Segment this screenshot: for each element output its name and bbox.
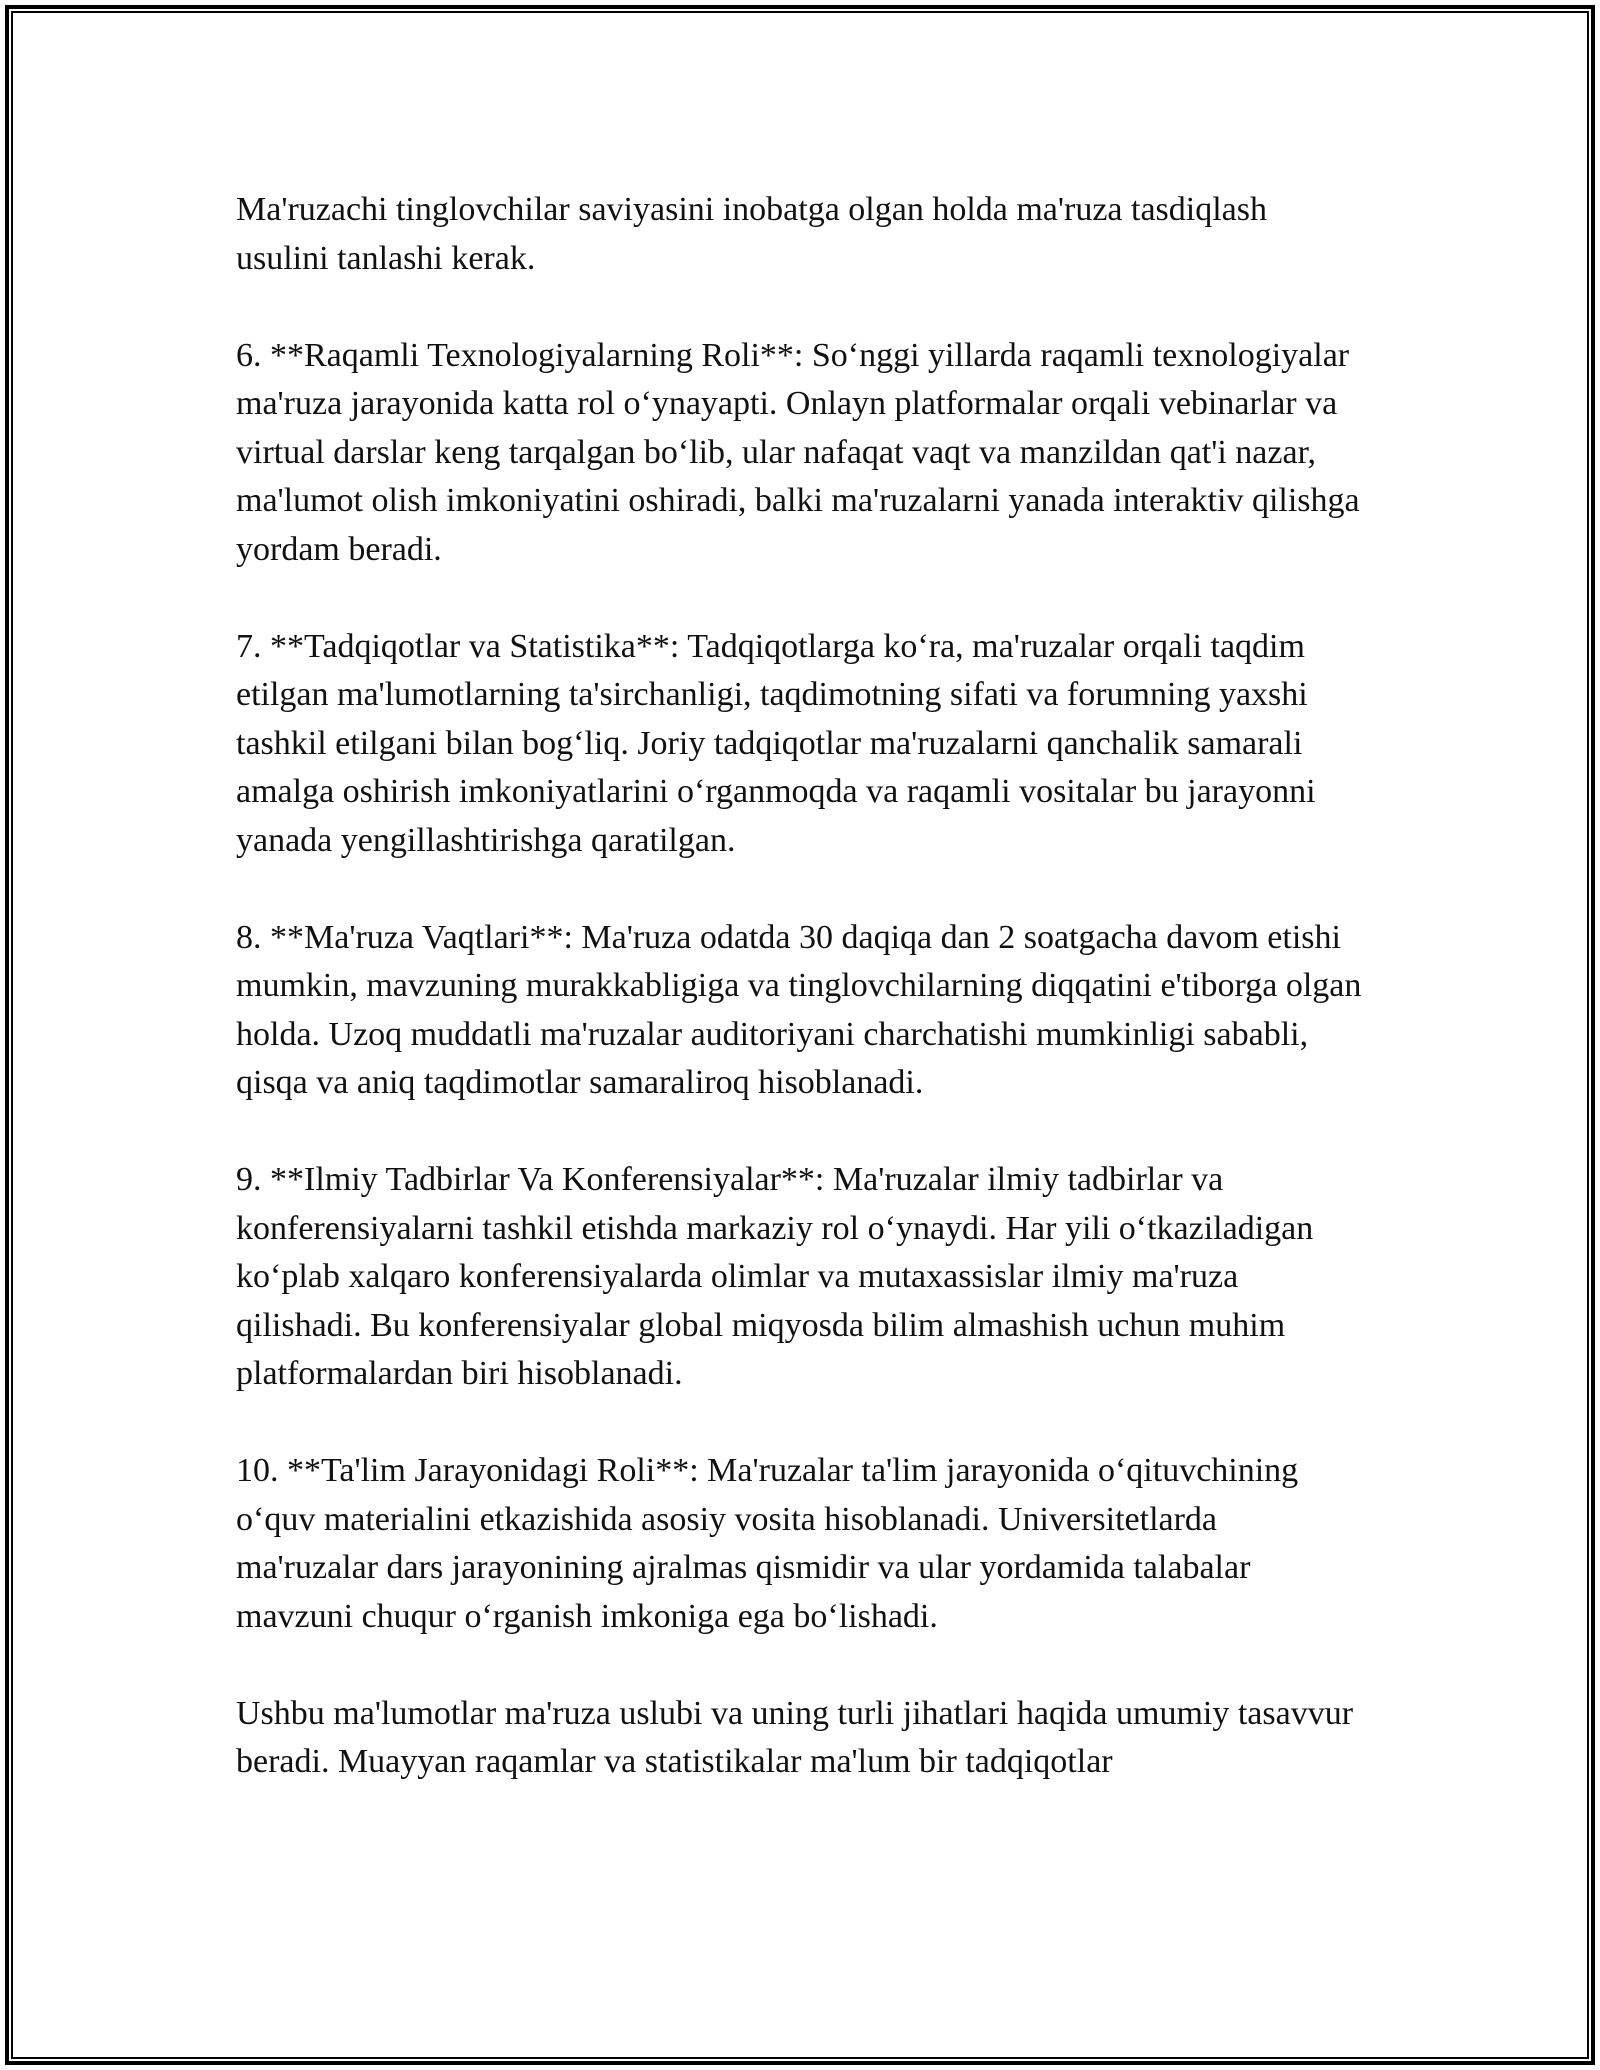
paragraph-conclusion: Ushbu ma'lumotlar ma'ruza uslubi va uning turli jihatlari haqida umumiy tasavvur beradi. Muayyan raqamlar va statistikalar ma'lum bir tadqiqotlar	[236, 1694, 1354, 1780]
paragraph-item-7: 7. **Tadqiqotlar va Statistika**: Tadqiqotlarga ko‘ra, ma'ruzalar orqali taqdim etilgan ma'lumotlarning ta'sirchanligi, taqdimotning sifati va forumning yaxshi tashkil etilgani bilan bog‘liq. Joriy tadqiqotlar ma'ruzalarni qanchalik samarali amalga oshirish imkoniyatlarini o‘rganmoqda va raqamli vositalar bu jarayonni yanada yengillashtirishga qaratilgan.	[236, 627, 1316, 859]
paragraph-item-10: 10. **Ta'lim Jarayonidagi Roli**: Ma'ruzalar ta'lim jarayonida o‘qituvchining o‘quv materialini etkazishida asosiy vosita hisoblanadi. Universitetlarda ma'ruzalar dars jarayonining ajralmas qismidir va ular yordamida talabalar mavzuni chuqur o‘rganish imkoniga ega bo‘lishadi.	[236, 1452, 1299, 1635]
paragraph-item-9: 9. **Ilmiy Tadbirlar Va Konferensiyalar**: Ma'ruzalar ilmiy tadbirlar va konferensiyalarni tashkil etishda markaziy rol o‘ynaydi. Har yili o‘tkaziladigan ko‘plab xalqaro konferensiyalarda olimlar va mutaxassislar ilmiy ma'ruza qilishadi. Bu konferensiyalar global miqyosda bilim almashish uchun muhim platformalardan biri hisoblanadi.	[236, 1161, 1314, 1392]
paragraph-item-8: 8. **Ma'ruza Vaqtlari**: Ma'ruza odatda 30 daqiqa dan 2 soatgacha davom etishi mumkin, mavzuning murakkabligiga va tinglovchilarning diqqatini e'tiborga olgan holda. Uzoq muddatli ma'ruzalar auditoriyani charchatishi mumkinligi sababli, qisqa va aniq taqdimotlar samaraliroq hisoblanadi.	[236, 918, 1362, 1101]
paragraph-item-6: 6. **Raqamli Texnologiyalarning Roli**: So‘nggi yillarda raqamli texnologiyalar ma'ruza jarayonida katta rol o‘ynayapti. Onlayn platformalar orqali vebinarlar va virtual darslar keng tarqalgan bo‘lib, ular nafaqat vaqt va manzildan qat'i nazar, ma'lumot olish imkoniyatini oshiradi, balki ma'ruzalarni yanada interaktiv qilishga yordam beradi.	[236, 336, 1360, 568]
paragraph-intro: Ma'ruzachi tinglovchilar saviyasini inobatga olgan holda ma'ruza tasdiqlash usulini tanlashi kerak.	[236, 191, 1268, 277]
document-body	[236, 186, 1366, 1787]
